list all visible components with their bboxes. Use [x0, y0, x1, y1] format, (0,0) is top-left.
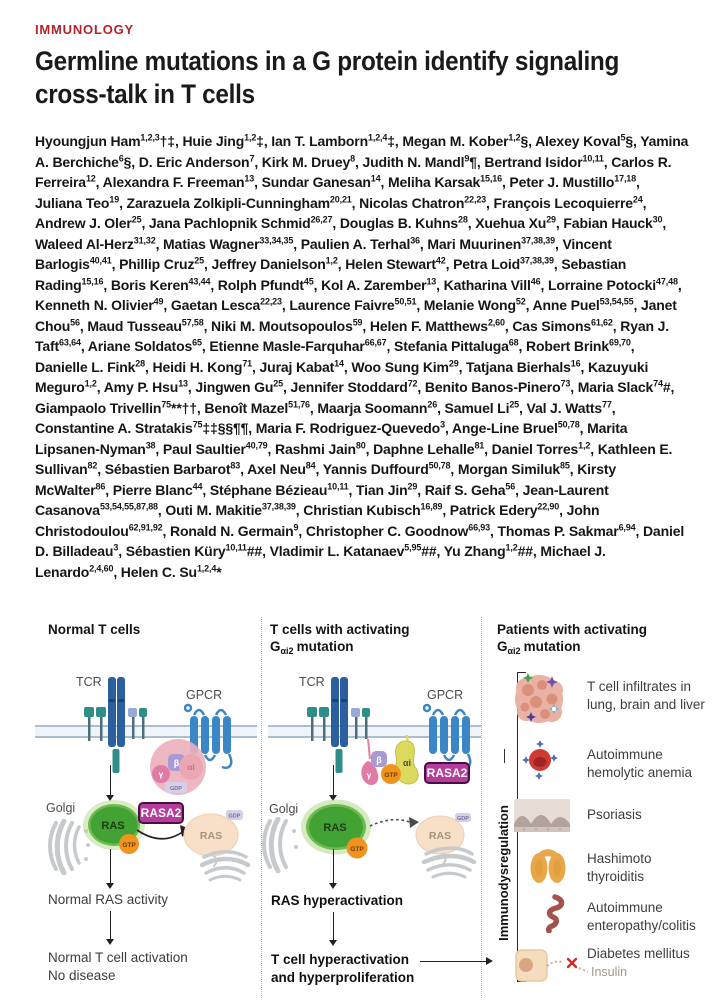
author: Zarazuela Zolkipli-Cunningham$^{20,21}$: [126, 193, 352, 211]
svg-text:β: β: [173, 758, 180, 768]
panel1-activity-caption: Normal RAS activity: [48, 892, 169, 907]
author: Vincent Barlogis$^{40,41}$: [35, 235, 612, 272]
author: Helen Stewart$^{42}$: [345, 255, 446, 272]
author: Michael J. Lenardo$^{2,4,60}$: [35, 543, 606, 580]
svg-text:GTP: GTP: [122, 842, 136, 849]
panel-separator-1: [261, 617, 262, 998]
author: Maria Slack$^{74}$#: [577, 378, 671, 395]
blocked-insulin-icon: [545, 955, 593, 977]
phenotype-label: Psoriasis: [587, 807, 642, 822]
panel-separator-2: [481, 617, 482, 998]
panel2-activity-caption: RAS hyperactivation: [271, 893, 404, 908]
author: Jana Pachlopnik Schmid$^{26,27}$: [148, 214, 333, 231]
author: D. Eric Anderson$^7$: [138, 152, 255, 170]
author: Sébastien Barbarot$^{83}$: [104, 460, 241, 477]
author: Waleed Al-Herz$^{31,32}$: [35, 234, 156, 252]
svg-text:γ: γ: [158, 770, 164, 779]
caption-arrow: [110, 911, 111, 943]
svg-text:β: β: [376, 755, 382, 765]
author: Matias Wagner$^{33,34,35}$: [163, 234, 294, 252]
svg-text:GTP: GTP: [384, 772, 398, 779]
author: Cas Simons$^{61,62}$: [512, 316, 613, 334]
svg-text:GDP: GDP: [457, 816, 469, 822]
author: Tatjana Bierhals$^{16}$: [466, 357, 581, 375]
author: Ronald N. Germain$^9$: [170, 521, 299, 539]
panel2-heading: T cells with activating $G_{\alpha i2}$ mutation: [270, 622, 410, 656]
author: Lorraine Potocki$^{47,48}$: [547, 275, 678, 293]
author: Ariane Soldatos$^{65}$: [87, 337, 202, 354]
panel1-heading: Normal T cells: [48, 622, 141, 637]
author: Juliana Teo$^{19}$: [35, 193, 120, 211]
tcr-label: TCR: [76, 675, 102, 689]
author: Pierre Blanc$^{44}$: [112, 480, 203, 498]
svg-text:RAS: RAS: [323, 822, 347, 834]
author: Morgan Similuk$^{85}$: [457, 460, 570, 477]
phenotype-label: Diabetes mellitus: [587, 946, 690, 961]
author: Bertrand Isidor$^{10,11}$: [484, 152, 604, 170]
author: Tian Jin$^{29}$: [356, 480, 418, 498]
author: Yannis Duffourd$^{50,78}$: [322, 460, 451, 477]
author: Niki M. Moutsopoulos$^{59}$: [211, 316, 363, 334]
tcr-icon: [84, 677, 148, 775]
author: Woo Sung Kim$^{29}$: [351, 357, 459, 375]
outcome-to-patients-arrow: [420, 961, 490, 962]
article-title-line-1: Germline mutations in a G protein identify signaling: [35, 46, 620, 76]
author: Douglas B. Kuhns$^{28}$: [339, 214, 468, 231]
author: Alexandra F. Freeman$^{13}$: [102, 173, 255, 190]
author: Christian Kubisch$^{16,89}$: [303, 501, 443, 518]
tcr-to-ras-arrow: [110, 765, 111, 799]
immunodysregulation-vertical-label: Immunodysregulation: [496, 805, 511, 941]
insulin-label: Insulin: [591, 965, 628, 979]
author: Raif S. Geha$^{56}$: [424, 480, 516, 498]
svg-text:GTP: GTP: [350, 846, 364, 853]
author: Paul Saultier$^{40,79}$: [162, 439, 268, 457]
author: Laurence Faivre$^{50,51}$: [289, 296, 417, 313]
tcr-to-ras-arrow: [333, 765, 334, 799]
author: Marita Lipsanen-Nyman$^{38}$: [35, 420, 628, 457]
author: Paulien A. Terhal$^{36}$: [300, 234, 420, 252]
author: Giampaolo Trivellin$^{75}$**††: [35, 398, 197, 416]
phenotype-label: T cell infiltrates in lung, brain and liver: [587, 679, 705, 712]
author: Rashmi Jain$^{80}$: [275, 439, 366, 457]
intestine-icon: [540, 893, 566, 933]
golgi-icon-small: [420, 845, 478, 885]
author: Kenneth N. Olivier$^{49}$: [35, 296, 164, 313]
panel2-outcome-caption: T cell hyperactivation and hyperproliferation: [271, 952, 415, 985]
dissociated-g-protein-icon: [356, 735, 424, 795]
author: Andrew J. Oler$^{25}$: [35, 214, 142, 231]
author: Patrick Edery$^{22,90}$: [449, 501, 560, 518]
svg-text:RAS: RAS: [199, 830, 223, 842]
ras-to-caption-arrow: [110, 849, 111, 887]
author: Katharina Vill$^{46}$: [443, 275, 541, 293]
section-kicker: IMMUNOLOGY: [35, 22, 134, 37]
author: Fabian Hauck$^{30}$: [563, 214, 663, 231]
author: Kirk M. Druey$^8$: [261, 152, 355, 170]
author: Anne Puel$^{53,54,55}$: [532, 296, 634, 313]
author: Stefania Pittaluga$^{68}$: [394, 337, 519, 354]
author: Boris Keren$^{43,44}$: [110, 275, 211, 293]
author: Carlos R. Ferreira$^{12}$: [35, 153, 672, 190]
author: Helen C. Su$^{1,2,4}$*: [120, 562, 222, 580]
author: Maarja Soomann$^{26}$: [317, 398, 438, 416]
author: Samuel Li$^{25}$: [444, 398, 520, 416]
panel1-outcome-caption: Normal T cell activation No disease: [48, 950, 188, 983]
author: Jean-Laurent Casanova$^{53,54,55,87,88}$: [35, 481, 609, 518]
figure: [0, 615, 715, 1000]
article-title-line-2: cross-talk in T cells: [35, 79, 255, 109]
author: Benito Banos-Pinero$^{73}$: [424, 378, 571, 395]
phenotype-label: Autoimmune hemolytic anemia: [587, 747, 693, 780]
author: Ange-Line Bruel$^{50,78}$: [451, 419, 580, 436]
author: François Lecoquierre$^{24}$: [493, 193, 643, 211]
author: Vladimir L. Katanaev$^{5,95}$##: [269, 542, 437, 559]
svg-text:GDP: GDP: [170, 786, 182, 792]
author: Danielle L. Fink$^{28}$: [35, 357, 146, 375]
author: Megan M. Kober$^{1,2}$§: [402, 132, 529, 149]
author: Amy P. Hsu$^{13}$: [103, 378, 188, 395]
author: Phillip Cruz$^{25}$: [119, 255, 205, 272]
author-list: Hyoungjun Ham$^{1,2,3}$†‡, Huie Jing$^{1,2}$‡, Ian T. Lamborn$^{1,2,4}$‡, Megan M. Kober$^{1,2}$§, Alexey Koval$^5$§, Yamina A. Berchiche$^6$§, D. Eric Anderson$^7$, Kirk M. Druey$^8$, Judith N. Mandl$^9$¶, Bertrand Isidor$^{10,11}$, Carlos R. Ferreira$^{12}$, Alexandra F. Freeman$^{13}$, Sundar Ganesan$^{14}$, Meliha Karsak$^{15,16}$, Peter J. Mustillo$^{17,18}$, Juliana Teo$^{19}$, Zarazuela Zolkipli-Cunningham$^{20,21}$, Nicolas Chatron$^{22,23}$, François Lecoquierre$^{24}$, Andrew J. Oler$^{25}$, Jana Pachlopnik Schmid$^{26,27}$, Douglas B. Kuhns$^{28}$, Xuehua Xu$^{29}$, Fabian Hauck$^{30}$, Waleed Al-Herz$^{31,32}$, Matias Wagner$^{33,34,35}$, Paulien A. Terhal$^{36}$, Mari Muurinen$^{37,38,39}$, Vincent Barlogis$^{40,41}$, Phillip Cruz$^{25}$, Jeffrey Danielson$^{1,2}$, Helen Stewart$^{42}$, Petra Loid$^{37,38,39}$, Sebastian Rading$^{15,16}$, Boris Keren$^{43,44}$, Rolph Pfundt$^{45}$, Kol A. Zarember$^{13}$, Katharina Vill$^{46}$, Lorraine Potocki$^{47,48}$, Kenneth N. Olivier$^{49}$, Gaetan Lesca$^{22,23}$, Laurence Faivre$^{50,51}$, Melanie Wong$^{52}$, Anne Puel$^{53,54,55}$, Janet Chou$^{56}$, Maud Tusseau$^{57,58}$, Niki M. Moutsopoulos$^{59}$, Helen F. Matthews$^{2,60}$, Cas Simons$^{61,62}$, Ryan J. Taft$^{63,64}$, Ariane Soldatos$^{65}$, Etienne Masle-Farquhar$^{66,67}$, Stefania Pittaluga$^{68}$, Robert Brink$^{69,70}$, Danielle L. Fink$^{28}$, Heidi H. Kong$^{71}$, Juraj Kabat$^{14}$, Woo Sung Kim$^{29}$, Tatjana Bierhals$^{16}$, Kazuyuki Meguro$^{1,2}$, Amy P. Hsu$^{13}$, Jingwen Gu$^{25}$, Jennifer Stoddard$^{72}$, Benito Banos-Pinero$^{73}$, Maria Slack$^{74}$#, Giampaolo Trivellin$^{75}$**††, Benoît Mazel$^{51,76}$, Maarja Soomann$^{26}$, Samuel Li$^{25}$, Val J. Watts$^{77}$, Constantine A. Stratakis$^{75}$‡‡§§¶¶, Maria F. Rodriguez-Quevedo$^3$, Ange-Line Bruel$^{50,78}$, Marita Lipsanen-Nyman$^{38}$, Paul Saultier$^{40,79}$, Rashmi Jain$^{80}$, Daphne Lehalle$^{81}$, Daniel Torres$^{1,2}$, Kathleen E. Sullivan$^{82}$, Sébastien Barbarot$^{83}$, Axel Neu$^{84}$, Yannis Duffourd$^{50,78}$, Morgan Similuk$^{85}$, Kirsty McWalter$^{86}$, Pierre Blanc$^{44}$, Stéphane Bézieau$^{10,11}$, Tian Jin$^{29}$, Raif S. Geha$^{56}$, Jean-Laurent Casanova$^{53,54,55,87,88}$, Outi M. Makitie$^{37,38,39}$, Christian Kubisch$^{16,89}$, Patrick Edery$^{22,90}$, John Christodoulou$^{62,91,92}$, Ronald N. Germain$^9$, Christopher C. Goodnow$^{66,93}$, Thomas P. Sakmar$^{6,94}$, Daniel D. Billadeau$^3$, Sébastien Küry$^{10,11}$##, Vladimir L. Katanaev$^{5,95}$##, Yu Zhang$^{1,2}$##, Michael J. Lenardo$^{2,4,60}$, Helen C. Su$^{1,2,4}$*: [35, 132, 689, 580]
author: Sundar Ganesan$^{14}$: [261, 173, 381, 190]
author: Kirsty McWalter$^{86}$: [35, 461, 617, 498]
author: Melanie Wong$^{52}$: [423, 296, 526, 313]
author: Judith N. Mandl$^9$¶: [362, 152, 477, 170]
author: Sebastian Rading$^{15,16}$: [35, 256, 627, 293]
author: Rolph Pfundt$^{45}$: [217, 275, 314, 293]
thyroid-icon: [529, 843, 567, 885]
ras-to-caption-arrow: [333, 849, 334, 887]
gpcr-label: GPCR: [186, 688, 223, 702]
vertical-label-connector: [504, 749, 505, 763]
ras-gtp-hyperactive-icon: [300, 799, 376, 863]
author: Axel Neu$^{84}$: [247, 460, 316, 477]
islet-cell-icon: [515, 949, 549, 983]
author: Meliha Karsak$^{15,16}$: [387, 173, 502, 190]
gpcr-label: GPCR: [427, 688, 464, 702]
author: Etienne Masle-Farquhar$^{66,67}$: [209, 337, 387, 354]
author: Val J. Watts$^{77}$: [526, 398, 612, 416]
author: Kol A. Zarember$^{13}$: [321, 275, 437, 293]
panel3-heading: Patients with activating $G_{\alpha i2}$ mutation: [497, 622, 648, 656]
author: Peter J. Mustillo$^{17,18}$: [509, 173, 637, 190]
author: Petra Loid$^{37,38,39}$: [453, 255, 554, 272]
author: Benoît Mazel$^{51,76}$: [204, 398, 310, 416]
author: Gaetan Lesca$^{22,23}$: [170, 296, 282, 313]
author: Heidi H. Kong$^{71}$: [152, 357, 253, 375]
author: Jeffrey Danielson$^{1,2}$: [211, 255, 338, 272]
svg-text:GDP: GDP: [228, 813, 241, 820]
author: Jingwen Gu$^{25}$: [195, 378, 283, 395]
author: John Christodoulou$^{62,91,92}$: [35, 502, 600, 539]
author: Kathleen E. Sullivan$^{82}$: [35, 440, 673, 477]
author: Juraj Kabat$^{14}$: [259, 357, 344, 375]
author: Ryan J. Taft$^{63,64}$: [35, 317, 669, 354]
author: Nicolas Chatron$^{22,23}$: [359, 193, 487, 211]
author: Stéphane Bézieau$^{10,11}$: [209, 480, 349, 498]
author: Yu Zhang$^{1,2}$##: [443, 542, 533, 559]
svg-text:RAS: RAS: [428, 830, 452, 842]
author: Hyoungjun Ham$^{1,2,3}$†‡: [35, 132, 175, 149]
author: Thomas P. Sakmar$^{6,94}$: [497, 521, 636, 539]
tissue-infiltrate-icon: [512, 672, 566, 726]
author: Outi M. Makitie$^{37,38,39}$: [165, 501, 296, 518]
author: Mari Muurinen$^{37,38,39}$: [427, 234, 555, 252]
golgi-icon-small: [198, 849, 252, 887]
author: Sébastien Küry$^{10,11}$##: [125, 542, 263, 559]
author: Yamina A. Berchiche$^6$§: [35, 133, 689, 170]
caption-arrow: [333, 912, 334, 944]
tcr-label: TCR: [299, 675, 325, 689]
author: Kazuyuki Meguro$^{1,2}$: [35, 358, 649, 395]
author: Constantine A. Stratakis$^{75}$‡‡§§¶¶: [35, 419, 249, 436]
svg-text:RAS: RAS: [101, 820, 125, 832]
author: Daniel Torres$^{1,2}$: [491, 439, 591, 457]
svg-text:αi: αi: [187, 762, 195, 772]
author: Maud Tusseau$^{57,58}$: [87, 316, 204, 334]
psoriasis-skin-icon: [514, 799, 570, 832]
author: Alexey Koval$^5$§: [535, 132, 633, 149]
author: Daphne Lehalle$^{81}$: [373, 439, 485, 457]
author: Jennifer Stoddard$^{72}$: [290, 378, 418, 395]
author: Maria F. Rodriguez-Quevedo$^3$: [255, 419, 445, 436]
author: Janet Chou$^{56}$: [35, 297, 677, 334]
author: Christopher C. Goodnow$^{66,93}$: [305, 521, 490, 539]
author: Daniel D. Billadeau$^3$: [35, 522, 685, 559]
author: Xuehua Xu$^{29}$: [475, 214, 556, 231]
g-protein-trimer-icon: [148, 736, 208, 798]
rasa2-label-box: RASA2: [138, 802, 184, 824]
author: Huie Jing$^{1,2}$‡: [182, 132, 264, 149]
hemolytic-anemia-icon: [522, 740, 558, 780]
blocked-hydrolysis-dashed-arrow: [368, 813, 422, 835]
phenotype-label: Autoimmune enteropathy/colitis: [587, 900, 696, 933]
svg-text:γ: γ: [366, 771, 372, 780]
phenotype-label: Hashimoto thyroiditis: [587, 851, 652, 884]
author: Ian T. Lamborn$^{1,2,4}$‡: [271, 132, 395, 149]
golgi-label: Golgi: [269, 802, 299, 816]
golgi-label: Golgi: [46, 801, 76, 815]
svg-text:αi: αi: [402, 758, 412, 768]
author: Helen F. Matthews$^{2,60}$: [369, 316, 505, 334]
author: Robert Brink$^{69,70}$: [525, 337, 631, 354]
rasa2-sequestered-box: RASA2: [424, 762, 470, 784]
